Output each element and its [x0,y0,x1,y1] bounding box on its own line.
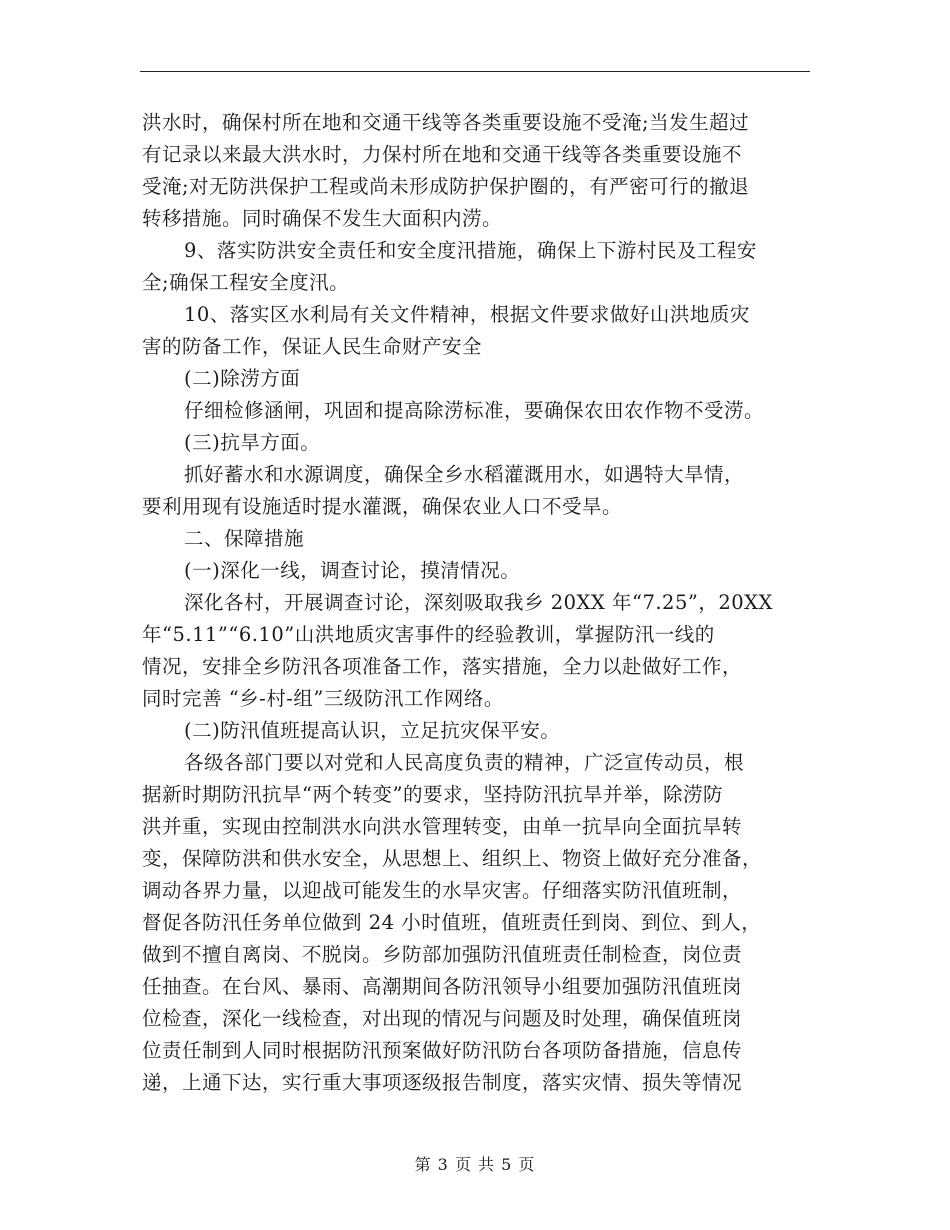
document-body [142,107,812,1099]
text-line: 受淹;对无防洪保护工程或尚未形成防护保护圈的，有严密可行的撤退 [142,175,750,198]
text-line: 变，保障防洪和供水安全，从思想上、组织上、物资上做好充分准备， [142,847,763,870]
page-footer: 第 3 页 共 5 页 [414,1155,536,1174]
text-line: 仔细检修涵闸，巩固和提高除涝标准，要确保农田农作物不受涝。 [184,399,765,422]
text-line: (三)抗旱方面。 [184,431,321,454]
text-line: 9、落实防洪安全责任和安全度汛措施，确保上下游村民及工程安 [184,239,757,262]
text-line: 年“5.11”“6.10”山洪地质灾害事件的经验教训，掌握防汛一线的 [142,623,715,646]
text-line: 任抽查。在台风、暴雨、高潮期间各防汛领导小组要加强防汛值班岗 [142,975,743,998]
text-line: 调动各界力量，以迎战可能发生的水旱灾害。仔细落实防汛值班制， [142,879,743,902]
text-line: 递，上通下达，实行重大事项逐级报告制度，落实灾情、损失等情况 [142,1071,743,1094]
text-line: 洪并重，实现由控制洪水向洪水管理转变，由单一抗旱向全面抗旱转 [142,815,743,838]
text-line: 二、保障措施 [184,527,305,550]
header-rule [140,71,810,72]
text-line: 同时完善 “乡-村-组”三级防汛工作网络。 [142,687,504,710]
text-line: 做到不擅自离岗、不脱岗。乡防部加强防汛值班责任制检查，岗位责 [142,943,743,966]
text-line: 全;确保工程安全度汛。 [142,271,350,294]
text-line: 10、落实区水利局有关文件精神，根据文件要求做好山洪地质灾 [184,303,750,326]
text-line: 洪水时，确保村所在地和交通干线等各类重要设施不受淹;当发生超过 [142,111,750,134]
text-line: (二)防汛值班提高认识，立足抗灾保平安。 [184,719,561,742]
text-line: 位责任制到人同时根据防汛预案做好防汛防台各项防备措施，信息传 [142,1039,743,1062]
text-line: 位检查，深化一线检查，对出现的情况与问题及时处理，确保值班岗 [142,1007,743,1030]
text-line: (一)深化一线，调查讨论，摸清情况。 [184,559,521,582]
text-line: 抓好蓄水和水源调度，确保全乡水稻灌溉用水，如遇特大旱情， [184,463,745,486]
text-line: 深化各村，开展调查讨论，深刻吸取我乡 20XX 年“7.25”，20XX [184,591,773,614]
text-line: 督促各防汛任务单位做到 24 小时值班，值班责任到岗、到位、到人， [142,911,762,934]
text-line: 情况，安排全乡防汛各项准备工作，落实措施，全力以赴做好工作， [142,655,743,678]
text-line: 害的防备工作，保证人民生命财产安全 [142,335,483,358]
text-line: 转移措施。同时确保不发生大面积内涝。 [142,207,503,230]
text-line: (二)除涝方面 [184,367,301,390]
text-line: 据新时期防汛抗旱“两个转变”的要求，坚持防汛抗旱并举，除涝防 [142,783,723,806]
text-line: 各级各部门要以对党和人民高度负责的精神，广泛宣传动员，根 [184,751,745,774]
text-line: 要利用现有设施适时提水灌溉，确保农业人口不受旱。 [142,495,623,518]
text-line: 有记录以来最大洪水时，力保村所在地和交通干线等各类重要设施不 [142,143,743,166]
